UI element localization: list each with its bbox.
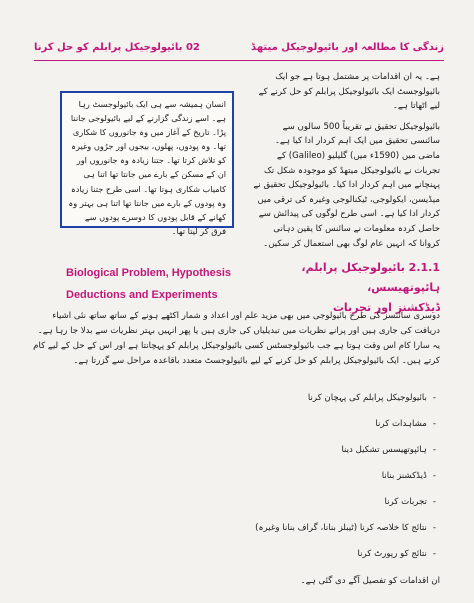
list-item: -نتائج کو رپورٹ کرنا xyxy=(357,549,436,559)
list-item: -ڈیڈکشنز بنانا xyxy=(381,471,436,481)
list-item: -ہائپوتھیسس تشکیل دینا xyxy=(341,445,436,455)
dash-bullet: - xyxy=(432,445,436,455)
list-item: -تجربات کرنا xyxy=(384,497,436,507)
paragraph: ہے۔ یہ ان اقدامات پر مشتمل ہوتا ہے جو ایک بائیولوجسٹ ایک بائیولوجیکل پرابلم کو حل کرنے کے لیے اٹھاتا ہے۔ xyxy=(258,72,440,112)
list-item: -نتائج کا خلاصہ کرنا (ٹیبلز بنانا، گراف بنانا وغیرہ) xyxy=(255,523,436,533)
heading-ur-text: بائیولوجیکل پرابلم، ہائپوتھیسس، xyxy=(301,261,440,294)
heading-ur-line: ڈیڈکشنز اور تجربات xyxy=(332,301,440,314)
list-item: -بائیولوجیکل پرابلم کی پہچان کرنا xyxy=(307,393,436,403)
top-paragraphs xyxy=(252,70,440,257)
dash-bullet: - xyxy=(432,393,436,403)
chapter-running-title: زندگی کا مطالعہ اور بائیولوجیکل میتھڈ xyxy=(251,42,444,53)
section-running-title: 02 بائیولوجیکل پرابلم کو حل کرنا xyxy=(34,42,200,53)
page-header xyxy=(34,40,444,61)
dash-bullet: - xyxy=(432,419,436,429)
list-item: -مشاہدات کرنا xyxy=(375,419,436,429)
closing-sentence: ان اقدامات کو تفصیل آگے دی گئی ہے۔ xyxy=(300,576,440,586)
dash-bullet: - xyxy=(432,471,436,481)
paragraph: دوسری سائنسز کی طرح بائیولوجی میں بھی مزید علم اور اعداد و شمار اکٹھے ہونے کے ساتھ ساتھ نئی اشیاء دریافت کی جاری ہیں اور پرانے نظریات میں تبدیلیاں کی جاری ہیں یا پھر انہیں بہتر نظریات سے بدلا جا رہا ہے۔ یہ سارا کام اس وقت ہوتا ہے جب بائیولوجسٹس کسی بائیولوجیکل پرابلم کو پہچانتا ہے اور اس کے حل کے لیے کام کرتے ہیں۔ ایک بائیولوجیکل پرابلم کو حل کرنے کے لیے بائیولوجسٹ متعدد باقاعدہ مراحل سے گزرتا ہے۔ xyxy=(33,311,440,366)
steps-list xyxy=(76,388,436,570)
heading-en-line: Deductions and Experiments xyxy=(66,289,218,301)
dash-bullet: - xyxy=(432,497,436,507)
section-number: 2.1.1 xyxy=(408,261,440,274)
paragraph: بائیولوجیکل تحقیق نے تقریباً 500 سالوں سے سائنسی تحقیق میں ایک اہم کردار ادا کیا ہے۔ ماضی میں (1590ء میں) گلیلیو (Galileo) کے تجربات نے بائیولوجیکل میتھڈ کو موجودہ شکل تک پہنچانے میں اہم کردار ادا کیا۔ بائیولوجیکل تحقیق نے میڈیسن، ایکولوجی، ٹیکنالوجی وغیرہ کی ترقی میں کردار ادا کیا ہے۔ اسی طرح لوگوں کی پیدائش سے حاصل کردہ معلومات نے سائنس کا یقین دہانی کروانا کہ انہیں عام لوگ بھی استعمال کر سکیں۔ xyxy=(253,121,440,249)
heading-en-line: Biological Problem, Hypothesis xyxy=(66,267,232,279)
intro-paragraph xyxy=(32,309,440,369)
sidebar-note-text: انسان ہمیشہ سے ہی ایک بائیولوجسٹ رہا ہے۔ اسے زندگی گزارنے کے لیے بائیولوجی جاننا پڑا۔ تاریخ کے آغاز میں وہ جانوروں کا شکاری تھا۔ وہ پودوں، پھلوں، بیجوں اور جڑوں وغیرہ کو تلاش کرتا تھا۔ جتنا زیادہ وہ جانوروں اور ان کے مسکن کے بارے میں جانتا تھا اتنا ہی کامیاب شکاری ہوتا تھا۔ اسی طرح جتنا زیادہ وہ پودوں کے بارے میں جانتا تھا اتنا ہی بہتر وہ کھانے کے قابل پودوں کا دوسرے پودوں سے فرق کر لیتا تھا۔ xyxy=(68,99,226,236)
dash-bullet: - xyxy=(432,549,436,559)
sidebar-note-box xyxy=(60,91,234,236)
dash-bullet: - xyxy=(432,523,436,533)
heading-ur-line xyxy=(290,258,440,298)
section-heading-english xyxy=(66,262,296,306)
